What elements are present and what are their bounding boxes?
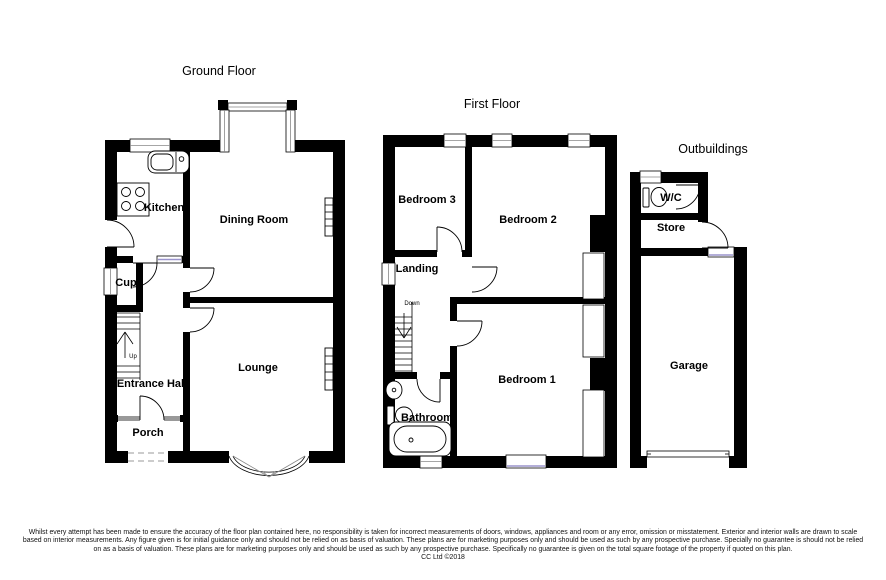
garage-door: [647, 451, 729, 457]
landing-label: Landing: [395, 263, 439, 275]
copyright-line: CC Ltd ©2018: [421, 553, 465, 561]
bedroom2-label: Bedroom 2: [499, 214, 557, 226]
kitchen-label: Kitchen: [143, 202, 185, 214]
lounge-label: Lounge: [238, 362, 278, 374]
dining-bay-window: [218, 100, 297, 152]
outbuildings-walls: [630, 172, 747, 468]
ground-floor-doors: [107, 220, 214, 420]
disclaimer-line-3: on as a basis of valuation. These plans are for marketing purposes only and should be used as such by any prospective purchase. Specifically no guarantee is given on the total square footage of the property if quoted on this plan.: [93, 545, 793, 553]
wc-label: W/C: [660, 192, 682, 204]
stairs-down-label: Down: [404, 301, 420, 307]
kitchen-sink: [148, 151, 189, 173]
outbuildings-plan: [630, 171, 747, 468]
cup-label: Cup: [115, 277, 137, 289]
disclaimer-line-2: based on interior measurements. Any figure given is for initial guidance only and should not be relied on as basis of valuation. These plans are for marketing purposes only and should be used as such by any prospective purchase. Specially no guarantee is should not be relied: [22, 537, 864, 545]
dining-radiator: [325, 198, 333, 236]
outbuildings-title: Outbuildings: [678, 142, 748, 156]
stairs-up: [117, 313, 140, 380]
bathroom-label: Bathroom: [401, 412, 453, 424]
disclaimer-block: [0, 529, 886, 562]
first-floor-title: First Floor: [463, 97, 521, 111]
entrance-hall-label: Entrance Hall: [116, 378, 188, 390]
bathroom-sink: [386, 381, 402, 399]
ground-floor-title: Ground Floor: [182, 64, 256, 78]
ground-floor-plan: [104, 100, 345, 477]
store-label: Store: [656, 222, 686, 234]
disclaimer-line-1: Whilst every attempt has been made to ensure the accuracy of the floor plan contained here, no responsibility is taken for incorrect measurements of doors, windows, appliances and room or any error, omission or misstatement. Exterior and interior walls are drawn to scale: [28, 529, 858, 536]
kitchen-window: [130, 139, 170, 152]
dining-room-label: Dining Room: [219, 214, 289, 226]
stairs-up-label: Up: [129, 354, 137, 360]
bedroom3-label: Bedroom 3: [398, 194, 456, 206]
garage-label: Garage: [670, 360, 708, 372]
lounge-bow-window: [229, 456, 309, 477]
bathroom-bath: [389, 422, 451, 456]
bedroom1-label: Bedroom 1: [498, 374, 556, 386]
stairs-down: [395, 302, 412, 377]
built-in-cupboards: [583, 253, 604, 457]
porch-label: Porch: [132, 427, 164, 439]
porch-opening: [128, 453, 168, 461]
hall-internal-window: [157, 256, 182, 263]
lounge-radiator: [325, 348, 333, 390]
